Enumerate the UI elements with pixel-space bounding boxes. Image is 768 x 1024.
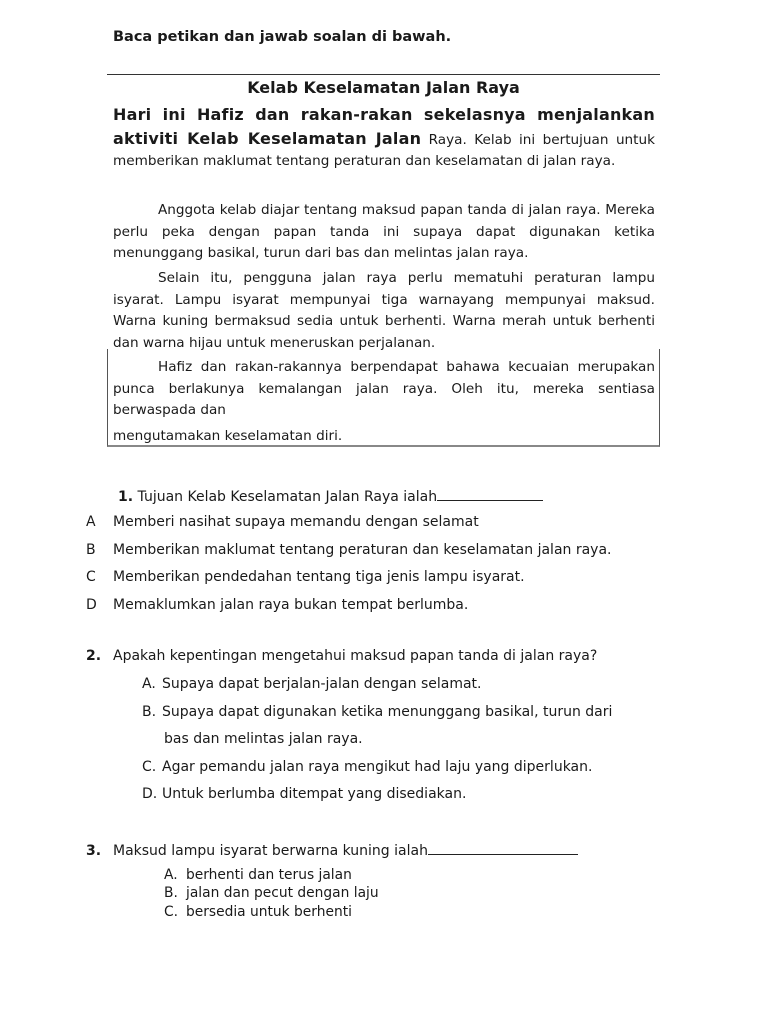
q2-option-d[interactable]	[142, 786, 466, 802]
q1-option-c-text: Memberikan pendedahan tentang tiga jenis lampu isyarat.	[113, 569, 525, 585]
q1-option-d-text: Memaklumkan jalan raya bukan tempat berlumba.	[113, 597, 469, 613]
q2-option-d-text: Untuk berlumba ditempat yang disediakan.	[162, 786, 467, 802]
question-3	[86, 840, 578, 859]
q1-option-c-letter: C	[86, 569, 96, 585]
question-2	[86, 648, 597, 664]
passage-top-rule	[107, 74, 660, 75]
question-1-answer-blank[interactable]	[437, 486, 543, 501]
q3-option-c[interactable]	[164, 904, 352, 920]
q3-option-a[interactable]	[164, 867, 352, 883]
q1-option-b-text: Memberikan maklumat tentang peraturan dan keselamatan jalan raya.	[113, 542, 612, 558]
passage-paragraph-1-lead: Hari ini Hafiz dan rakan-rakan sekelasnya menjalankan aktiviti Kelab Keselamatan Jalan	[113, 105, 655, 148]
q2-option-a[interactable]	[142, 676, 481, 692]
question-1-text: Tujuan Kelab Keselamatan Jalan Raya ialah	[137, 489, 438, 505]
passage-paragraph-1-rest: Raya. Kelab ini bertujuan untuk memberikan maklumat tentang peraturan dan keselamatan di jalan raya.	[113, 131, 655, 169]
passage-paragraph-4-end: mengutamakan keselamatan diri.	[113, 428, 343, 444]
q1-option-b-letter: B	[86, 542, 96, 558]
question-3-number: 3.	[86, 843, 102, 859]
passage-paragraph-1	[113, 104, 655, 173]
q2-option-d-letter: D.	[142, 786, 158, 802]
q2-option-b-continuation: bas dan melintas jalan raya.	[164, 731, 363, 747]
passage-paragraph-4: Hafiz dan rakan-rakannya berpendapat bahawa kecuaian merupakan punca berlakunya kemalangan jalan raya. Oleh itu, mereka sentiasa berwaspada dan	[113, 359, 655, 418]
question-3-text: Maksud lampu isyarat berwarna kuning ialah	[113, 843, 428, 859]
q1-option-a[interactable]	[86, 514, 479, 530]
instruction: Baca petikan dan jawab soalan di bawah.	[113, 29, 452, 45]
q1-option-d-letter: D	[86, 597, 97, 613]
q3-option-b[interactable]	[164, 885, 379, 901]
q2-option-c[interactable]	[142, 759, 592, 775]
passage-paragraph-2: Anggota kelab diajar tentang maksud papan tanda di jalan raya. Mereka perlu peka dengan papan tanda ini supaya dapat digunakan ketika menunggang basikal, turun dari bas dan melintas jalan raya.	[113, 202, 655, 261]
question-1	[118, 486, 543, 505]
q2-option-b-letter: B.	[142, 704, 157, 720]
question-2-text: Apakah kepentingan mengetahui maksud papan tanda di jalan raya?	[113, 648, 598, 664]
question-3-answer-blank[interactable]	[428, 840, 578, 855]
q2-option-b-text: Supaya dapat digunakan ketika menunggang basikal, turun dari	[162, 704, 613, 720]
q2-option-b[interactable]	[142, 704, 612, 720]
q1-option-a-text: Memberi nasihat supaya memandu dengan selamat	[113, 514, 479, 530]
q3-option-a-text: berhenti dan terus jalan	[186, 867, 352, 883]
q1-option-c[interactable]	[86, 569, 525, 585]
passage-paragraph-3: Selain itu, pengguna jalan raya perlu mematuhi peraturan lampu isyarat. Lampu isyarat mempunyai tiga warnayang mempunyai maksud. Warna kuning bermaksud sedia untuk berhenti. Warna merah untuk berhenti dan warna hijau untuk meneruskan perjalanan.	[113, 270, 655, 351]
q1-option-a-letter: A	[86, 514, 96, 530]
q3-option-c-letter: C.	[164, 904, 179, 920]
q3-option-c-text: bersedia untuk berhenti	[186, 904, 352, 920]
q2-option-c-text: Agar pemandu jalan raya mengikut had laju yang diperlukan.	[162, 759, 593, 775]
question-1-number: 1.	[118, 489, 134, 505]
question-2-number: 2.	[86, 648, 102, 664]
q2-option-a-letter: A.	[142, 676, 156, 692]
passage-title: Kelab Keselamatan Jalan Raya	[247, 78, 520, 97]
q1-option-b[interactable]	[86, 542, 612, 558]
q2-option-a-text: Supaya dapat berjalan-jalan dengan selamat.	[162, 676, 482, 692]
q3-option-a-letter: A.	[164, 867, 178, 883]
q1-option-d[interactable]	[86, 597, 468, 613]
q2-option-c-letter: C.	[142, 759, 157, 775]
q3-option-b-letter: B.	[164, 885, 178, 901]
q3-option-b-text: jalan dan pecut dengan laju	[186, 885, 379, 901]
